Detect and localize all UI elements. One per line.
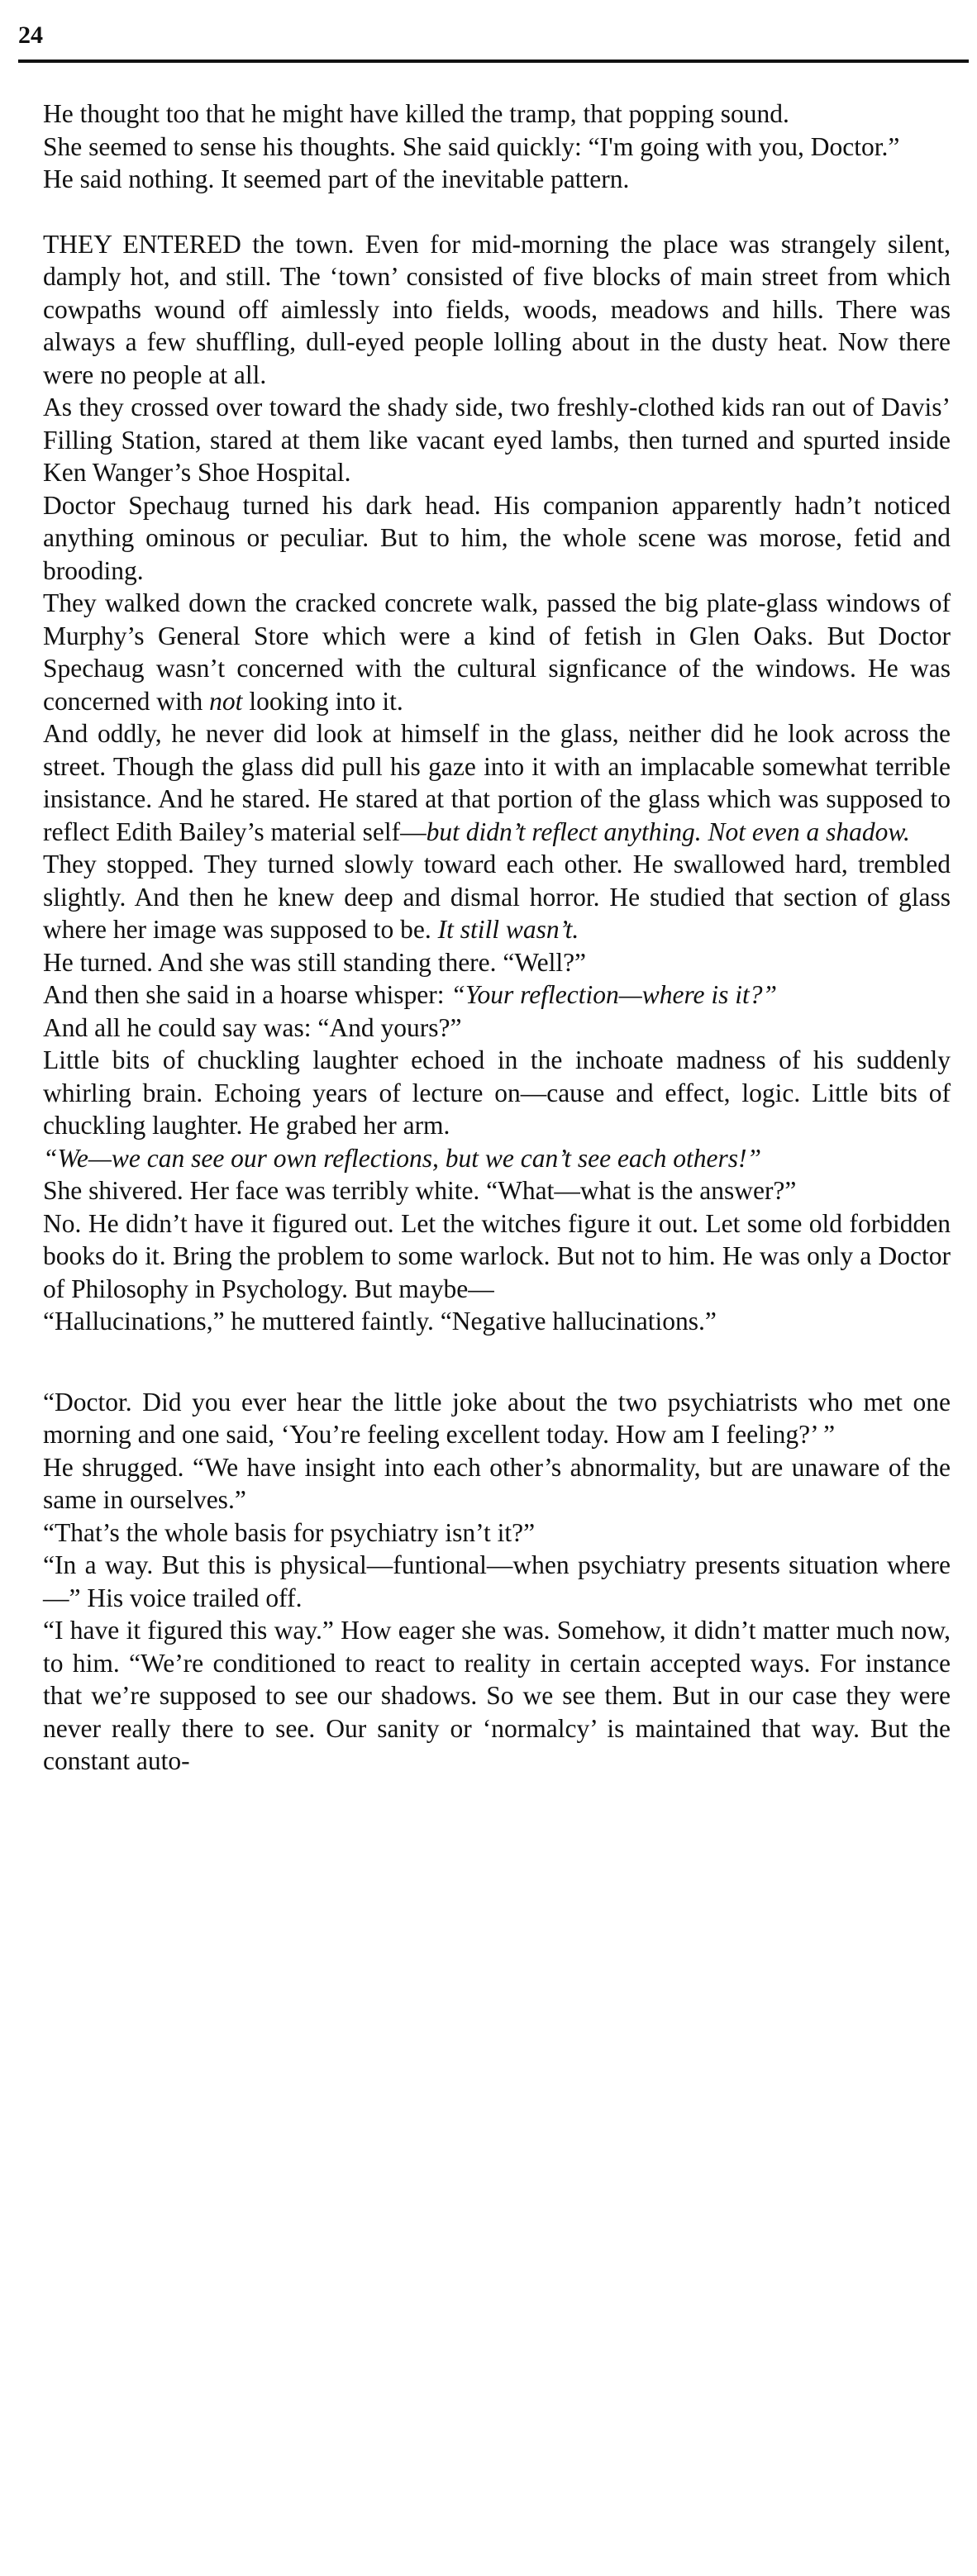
paragraph xyxy=(43,1517,951,1550)
page-header xyxy=(18,23,977,48)
paragraph xyxy=(43,98,951,131)
paragraph xyxy=(43,1451,951,1517)
text-run: And then she said in a hoarse whisper: xyxy=(43,980,451,1009)
body-text xyxy=(43,98,951,1778)
text-run: “Doctor. Did you ever hear the little joke about the two psychiatrists who met one morning and one said, ‘You’re feeling excellent today. How am I feeling?’ ” xyxy=(43,1387,951,1449)
italic-run: not xyxy=(209,686,243,716)
italic-run: but didn’t reflect anything. Not even a shadow. xyxy=(426,817,910,846)
paragraph xyxy=(43,1012,951,1045)
text-run: He said nothing. It seemed part of the inevitable pattern. xyxy=(43,164,630,193)
paragraph xyxy=(43,978,951,1012)
paragraph xyxy=(43,717,951,848)
text-run: “I have it figured this way.” How eager she was. Somehow, it didn’t matter much now, to him. “We’re conditioned to react to reality in certain accepted ways. For instance that we’re supposed to see our shadows. So we see them. But in our case they were never really there to see. Our sanity or ‘normalcy’ is maintained that way. But the constant auto- xyxy=(43,1616,951,1775)
page-number: 24 xyxy=(18,21,43,49)
italic-run: It still wasn’t. xyxy=(437,915,579,944)
paragraph xyxy=(43,1174,951,1207)
text-run: Doctor Spechaug turned his dark head. His companion apparently hadn’t noticed anything ominous or peculiar. But to him, the whole scene was morose, fetid and brooding. xyxy=(43,490,951,585)
text-run: And all he could say was: “And yours?” xyxy=(43,1012,462,1042)
paragraph xyxy=(43,1305,951,1338)
text-run: He thought too that he might have killed the tramp, that popping sound. xyxy=(43,99,789,128)
paragraph xyxy=(43,228,951,392)
text-run: “Hallucinations,” he muttered faintly. “Negative hallucinations.” xyxy=(43,1307,717,1336)
paragraph xyxy=(43,163,951,196)
text-run: He shrugged. “We have insight into each other’s abnormality, but are unaware of the same in ourselves.” xyxy=(43,1452,951,1514)
text-run: Little bits of chuckling laughter echoed in the inchoate madness of his suddenly whirling brain. Echoing years of lecture on—cause and effect, logic. Little bits of chuckling laughter. He grabed her arm. xyxy=(43,1045,951,1140)
paragraph xyxy=(43,1142,951,1175)
paragraph xyxy=(43,1549,951,1614)
text-run: He turned. And she was still standing there. “Well?” xyxy=(43,947,587,977)
text-run: THEY ENTERED the town. Even for mid-morning the place was strangely silent, damply hot, and still. The ‘town’ consisted of five blocks of main street from which cowpaths wound off aimlessly into fields, woods, meadows and hills. There was always a few shuffling, dull-eyed people lolling about in the dusty heat. Now there were no people at all. xyxy=(43,229,951,389)
text-run: They walked down the cracked concrete walk, passed the big plate-glass windows of Murphy’s General Store which were a kind of fetish in Glen Oaks. But Doctor Spechaug wasn’t concerned with the cultural signficance of the windows. He was concerned with xyxy=(43,588,951,716)
paragraph xyxy=(43,391,951,489)
paragraph xyxy=(43,489,951,588)
text-run: As they crossed over toward the shady side, two freshly-clothed kids ran out of Davis’ Filling Station, stared at them like vacant eyed lambs, then turned and spurted inside Ken Wanger’s Shoe Hospital. xyxy=(43,393,951,487)
paragraph xyxy=(43,848,951,946)
text-run: They stopped. They turned slowly toward each other. He swallowed hard, trembled slightly. And then he knew deep and dismal horror. He studied that section of glass where her image was supposed to be. xyxy=(43,850,951,944)
paragraph xyxy=(43,131,951,164)
text-run: She seemed to sense his thoughts. She said quickly: “I'm going with you, Doctor.” xyxy=(43,131,900,161)
text-run: “In a way. But this is physical—funtional—when psychiatry presents situation where—” His voice trailed off. xyxy=(43,1550,951,1612)
paragraph xyxy=(43,1044,951,1142)
text-run: looking into it. xyxy=(242,686,403,716)
paragraph xyxy=(43,1386,951,1451)
paragraph xyxy=(43,1614,951,1778)
paragraph xyxy=(43,946,951,979)
text-run: And oddly, he never did look at himself in the glass, neither did he look across the street. Though the glass did pull his gaze into it with an implacable somewhat terrible insistance. And he stared. He stared at that portion of the glass which was supposed to reflect Edith Bailey’s material self— xyxy=(43,719,951,846)
header-rule xyxy=(18,60,969,63)
paragraph xyxy=(43,1207,951,1306)
paragraph xyxy=(43,587,951,717)
italic-run: “Your reflection—where is it?” xyxy=(450,980,778,1009)
italic-run: “We—we can see our own reflections, but we can’t see each others!” xyxy=(43,1143,762,1173)
text-run: No. He didn’t have it figured out. Let the witches figure it out. Let some old forbidden books do it. Bring the problem to some warlock. But not to him. He was only a Doctor of Philosophy in Psychology. But maybe— xyxy=(43,1208,951,1303)
text-run: “That’s the whole basis for psychiatry isn’t it?” xyxy=(43,1517,536,1547)
text-run: She shivered. Her face was terribly white. “What—what is the answer?” xyxy=(43,1176,797,1205)
